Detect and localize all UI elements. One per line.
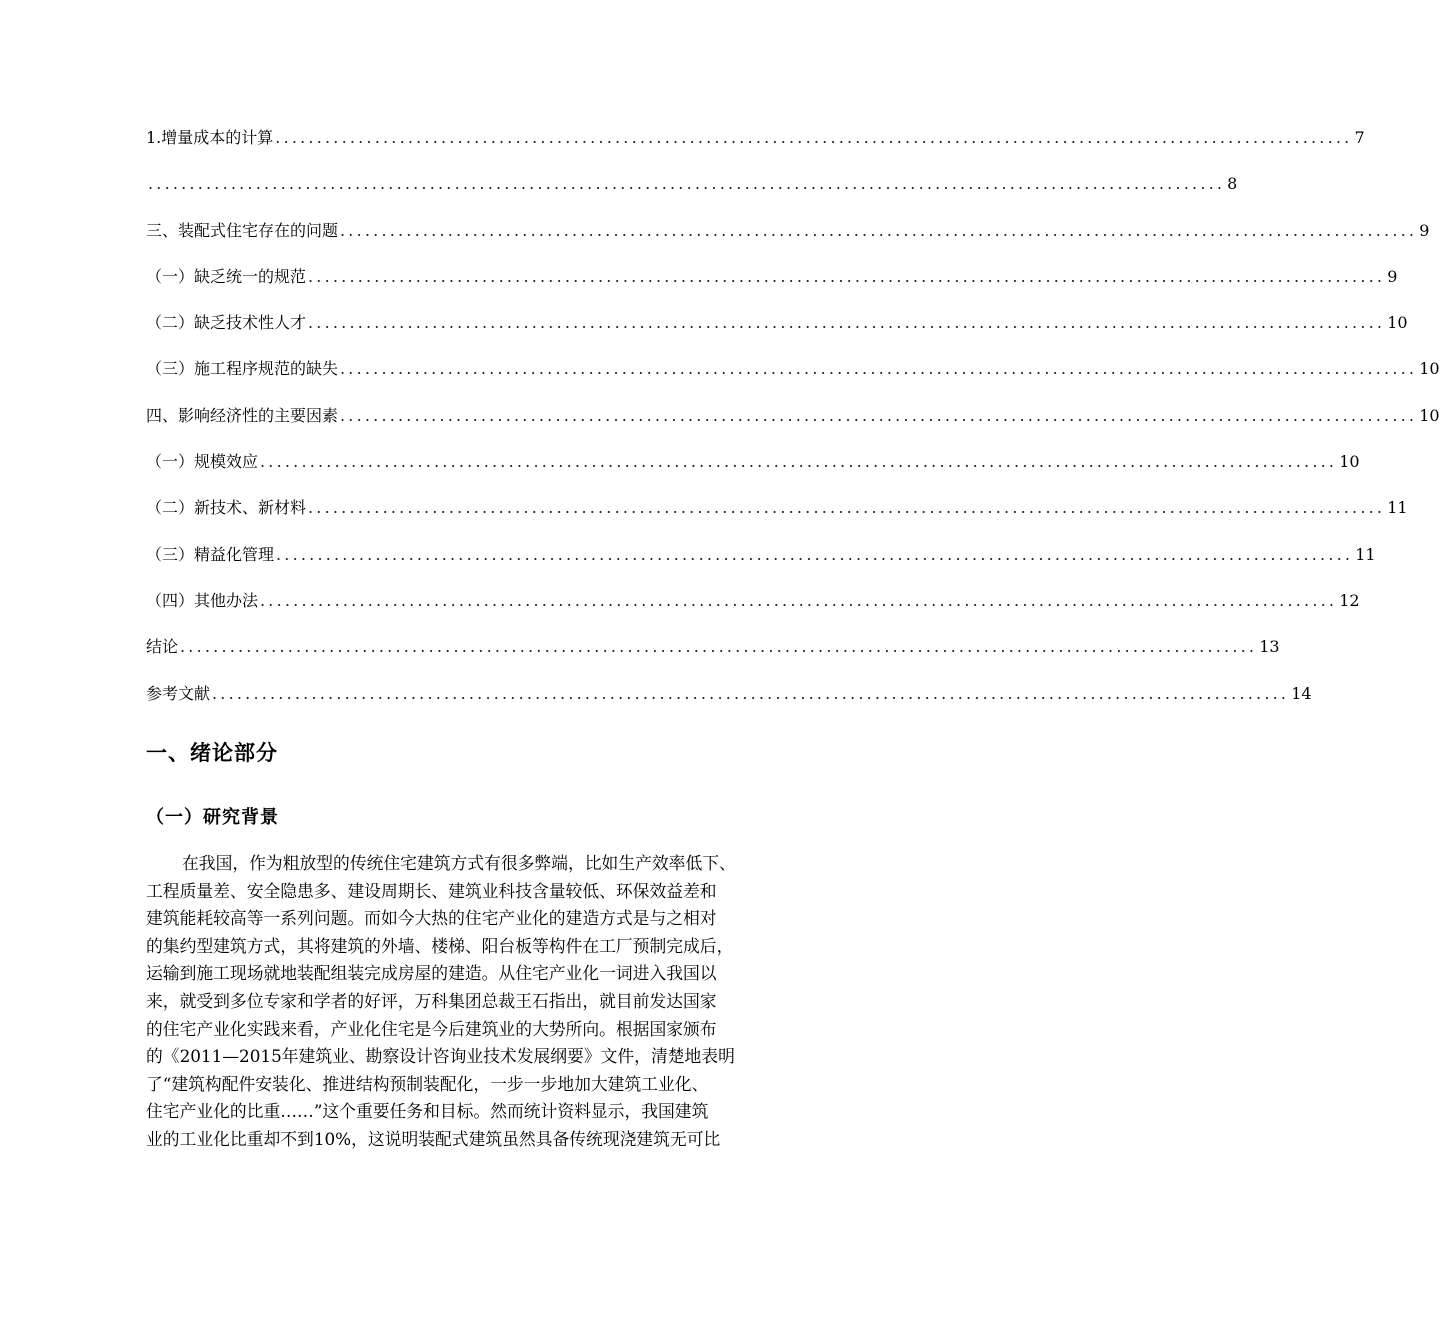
toc-entry-page: 10 <box>1387 313 1408 333</box>
paragraph-line: 的集约型建筑方式，其将建筑的外墙、楼梯、阳台板等构件在工厂预制完成后， <box>146 935 734 956</box>
toc-entry[interactable] <box>146 307 1408 353</box>
toc-entry-page: 11 <box>1387 498 1408 518</box>
paragraph-line: 的住宅产业化实践来看，产业化住宅是今后建筑业的大势所向。根据国家颁布 <box>146 1018 717 1039</box>
toc-entry-title: 四、影响经济性的主要因素 <box>146 405 339 425</box>
toc-entry[interactable] <box>146 678 1312 724</box>
toc-entry-page: 13 <box>1259 637 1280 657</box>
toc-entry-title: （三）精益化管理 <box>146 544 275 564</box>
toc-entry[interactable] <box>146 539 1376 585</box>
toc-leader-dots: .................................................................................................................................. <box>260 452 1338 472</box>
toc-leader-dots: .................................................................................................................................. <box>260 590 1338 610</box>
paragraph-line: 在我国，作为粗放型的传统住宅建筑方式有很多弊端，比如生产效率低下、 <box>182 853 736 873</box>
toc-entry-title: （二）缺乏技术性人才 <box>146 313 307 333</box>
toc-leader-dots: .................................................................................................................................. <box>275 128 1353 147</box>
paragraph-line: 运输到施工现场就地装配组装完成房屋的建造。从住宅产业化一词进入我国以 <box>146 963 717 984</box>
toc-leader-dots: .................................................................................................................................. <box>340 220 1418 240</box>
toc-entry[interactable] <box>146 261 1398 307</box>
body-paragraph <box>146 850 806 1154</box>
section-heading: 一、绪论部分 <box>146 741 278 765</box>
toc-entry-title: 三、装配式住宅存在的问题 <box>146 220 339 240</box>
toc-entry-page: 14 <box>1291 683 1312 703</box>
toc-entry[interactable] <box>146 168 1238 214</box>
paragraph-line: 工程质量差、安全隐患多、建设周期长、建筑业科技含量较低、环保效益差和 <box>146 880 717 901</box>
toc-entry[interactable] <box>146 446 1360 492</box>
toc-entry-page: 9 <box>1387 266 1398 286</box>
toc-entry-title: （四）其他办法 <box>146 590 259 610</box>
toc-leader-dots: .................................................................................................................................. <box>212 683 1290 703</box>
toc-entry-page: 12 <box>1339 590 1360 610</box>
toc-leader-dots: .................................................................................................................................. <box>308 498 1386 518</box>
toc-entry-page: 7 <box>1354 128 1365 147</box>
toc-entry[interactable] <box>146 215 1430 261</box>
toc-entry[interactable] <box>146 492 1408 538</box>
toc-entry-title: （一）规模效应 <box>146 452 259 472</box>
toc-entry-page: 10 <box>1419 359 1440 379</box>
toc-entry-page: 9 <box>1419 220 1430 240</box>
toc-leader-dots: .................................................................................................................................. <box>308 313 1386 333</box>
toc-entry[interactable] <box>146 400 1440 446</box>
toc-entry-title: 参考文献 <box>146 683 211 703</box>
toc-entry-page: 10 <box>1339 452 1360 472</box>
toc-leader-dots: .................................................................................................................................. <box>340 359 1418 379</box>
paragraph-line: 建筑能耗较高等一系列问题。而如今大热的住宅产业化的建造方式是与之相对 <box>146 908 717 929</box>
toc-leader-dots: .................................................................................................................................. <box>276 544 1354 564</box>
toc-entry-title: 1.增量成本的计算 <box>146 128 274 147</box>
table-of-contents <box>146 122 1440 724</box>
toc-entry[interactable] <box>146 122 1365 168</box>
toc-entry-page: 11 <box>1355 544 1376 564</box>
toc-entry-page: 8 <box>1227 174 1238 194</box>
toc-leader-dots: .................................................................................................................................. <box>180 637 1258 657</box>
toc-leader-dots: .................................................................................................................................. <box>340 405 1418 425</box>
toc-entry-page: 10 <box>1419 405 1440 425</box>
toc-entry-title: （三）施工程序规范的缺失 <box>146 359 339 379</box>
paragraph-line: 住宅产业化的比重……”这个重要任务和目标。然而统计资料显示，我国建筑 <box>146 1101 709 1122</box>
toc-entry-title: 结论 <box>146 637 179 657</box>
toc-entry[interactable] <box>146 631 1280 677</box>
paragraph-line: 业的工业化比重却不到10%，这说明装配式建筑虽然具备传统现浇建筑无可比 <box>146 1128 721 1149</box>
toc-entry-title: （二）新技术、新材料 <box>146 498 307 518</box>
subsection-heading: （一）研究背景 <box>146 807 279 828</box>
paragraph-line: 来，就受到多位专家和学者的好评，万科集团总裁王石指出，就目前发达国家 <box>146 990 717 1011</box>
toc-leader-dots: .................................................................................................................................. <box>148 174 1226 194</box>
toc-entry-title: （一）缺乏统一的规范 <box>146 266 307 286</box>
paragraph-line: 的《2011—2015年建筑业、勘察设计咨询业技术发展纲要》文件，清楚地表明 <box>146 1046 735 1067</box>
paragraph-line: 了“建筑构配件安装化、推进结构预制装配化，一步一步地加大建筑工业化、 <box>146 1073 709 1094</box>
toc-entry[interactable] <box>146 353 1440 399</box>
toc-leader-dots: .................................................................................................................................. <box>308 266 1386 286</box>
toc-entry[interactable] <box>146 585 1360 631</box>
